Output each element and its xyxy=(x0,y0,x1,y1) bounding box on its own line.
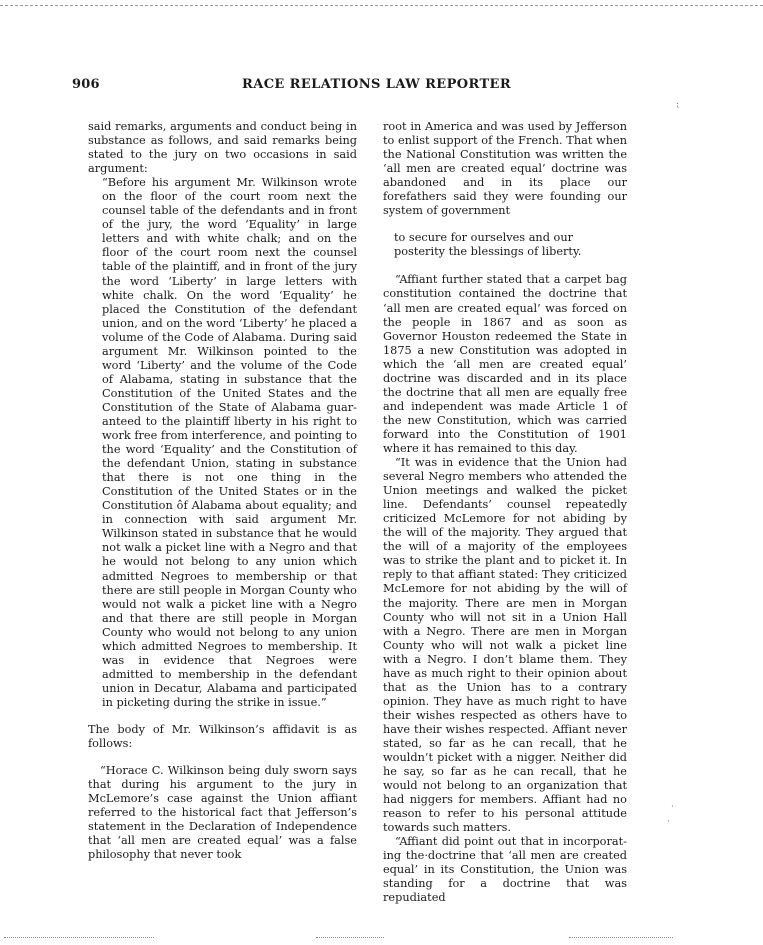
paragraph: root in America and was used by Jefferson to enlist support of the French. That when the National Constitution was written the ‘all men are created equal’ doctrine was abandoned and in its place our forefathers said they were founding our system of government xyxy=(383,120,627,218)
scan-speck: · xyxy=(671,802,674,812)
bottom-edge-mark xyxy=(316,937,384,938)
left-column xyxy=(88,120,357,862)
scan-speck: ⁏ xyxy=(676,100,680,110)
bottom-edge-mark xyxy=(4,937,154,938)
right-column xyxy=(383,120,627,906)
paragraph: The body of Mr. Wilkinson’s affidavit is as follows: xyxy=(88,722,357,751)
page-number: 906 xyxy=(72,77,100,92)
block-quote: to secure for ourselves and our posterity the blessings of liberty. xyxy=(394,231,582,259)
paragraph: “It was in evidence that the Union had several Negro members who attended the Union meetings and walked the picket line. Defendants’ counsel repeatedly criticized McLemore for not abiding by the will of the majority. They argued that the will of a majority of the employees was to strike the plant and to picket it. In reply to that affiant stated: They criticized McLemore for not abiding by the will of the majority. There are men in Morgan County who will not sit in a Union Hall with a Negro. There are men in Morgan County who will not walk a picket line with a Negro. I don’t blame them. They have as much right to their opinion about that as the Union has to a contrary opinion. They have as much right to have their wishes respected as others have to have their wishes respected. Affiant never stated, so far as he can recall, that he wouldn’t picket with a nigger. Neither did he say, so far as he can recall, that he would not belong to an organization that had niggers for members. Affiant had no reason to refer to his personal attitude towards such matters. xyxy=(383,456,627,835)
paragraph: “Affiant further stated that a carpet bag constitution contained the doctrine that ‘all men are created equal’ was forced on the people in 1867 and as soon as Governor Houston redeemed the State in 1875 a new Constitution was adopted in which the ‘all men are created equal’ doctrine was discarded and in its place the doctrine that all men are equally free and independent was made Article 1 of the new Constitution, which was carried forward into the Constitution of 1901 where it has remained to this day. xyxy=(383,273,627,455)
scan-speck: · xyxy=(667,817,670,827)
running-head: RACE RELATIONS LAW REPORTER xyxy=(242,77,512,92)
paragraph: “Affiant did point out that in incorporating the·doctrine that ‘all men are created equal’ in its Constitution, the Union was standing for a doctrine that was repudiated xyxy=(383,835,627,905)
top-page-edge xyxy=(0,5,763,6)
quoted-paragraph: “Before his argument Mr. Wilkinson wrote on the floor of the court room next the counsel table of the defendants and in front of the jury, the word ‘Equality’ in large letters and with white chalk; and on the floor of the court room next the counsel table of the plaintiff, and in front of the jury the word ‘Liberty’ in large letters with white chalk. On the word ‘Equality’ he placed the Constitution of the defendant union, and on the word ‘Liberty’ he placed a volume of the Code of Alabama. During said argument Mr. Wilkinson pointed to the word ‘Liberty’ and the volume of the Code of Alabama, stating in substance that the Constitution of the United States and the Constitution of the State of Alabama guaranteed to the plaintiff liberty in his right to work free from interference, and pointing to the word ‘Equality’ and the Constitution of the defendant Union, stating in substance that there is not one thing in the Constitution of the United States or in the Constitution ôf Alabama about equality; and in connection with said argument Mr. Wilkinson stated in substance that he would not walk a picket line with a Negro and that he would not belong to any union which admitted Negroes to membership or that there are still people in Morgan County who would not walk a picket line with a Negro and that there are still people in Morgan County who would not belong to any union which admitted Negroes to membership. It was in evidence that Negroes were admitted to membership in the defendant union in Decatur, Alabama and participated in picketing during the strike in issue.” xyxy=(102,176,357,709)
bottom-edge-mark xyxy=(569,937,673,938)
paragraph: said remarks, arguments and conduct being in substance as follows, and said remarks being stated to the jury on two occasions in said argument: xyxy=(88,120,357,176)
quoted-paragraph: “Horace C. Wilkinson being duly sworn says that during his argument to the jury in McLemore’s case against the Union affiant referred to the historical fact that Jefferson’s statement in the Declaration of Independence that ‘all men are created equal’ was a false philosophy that never took xyxy=(88,764,357,862)
